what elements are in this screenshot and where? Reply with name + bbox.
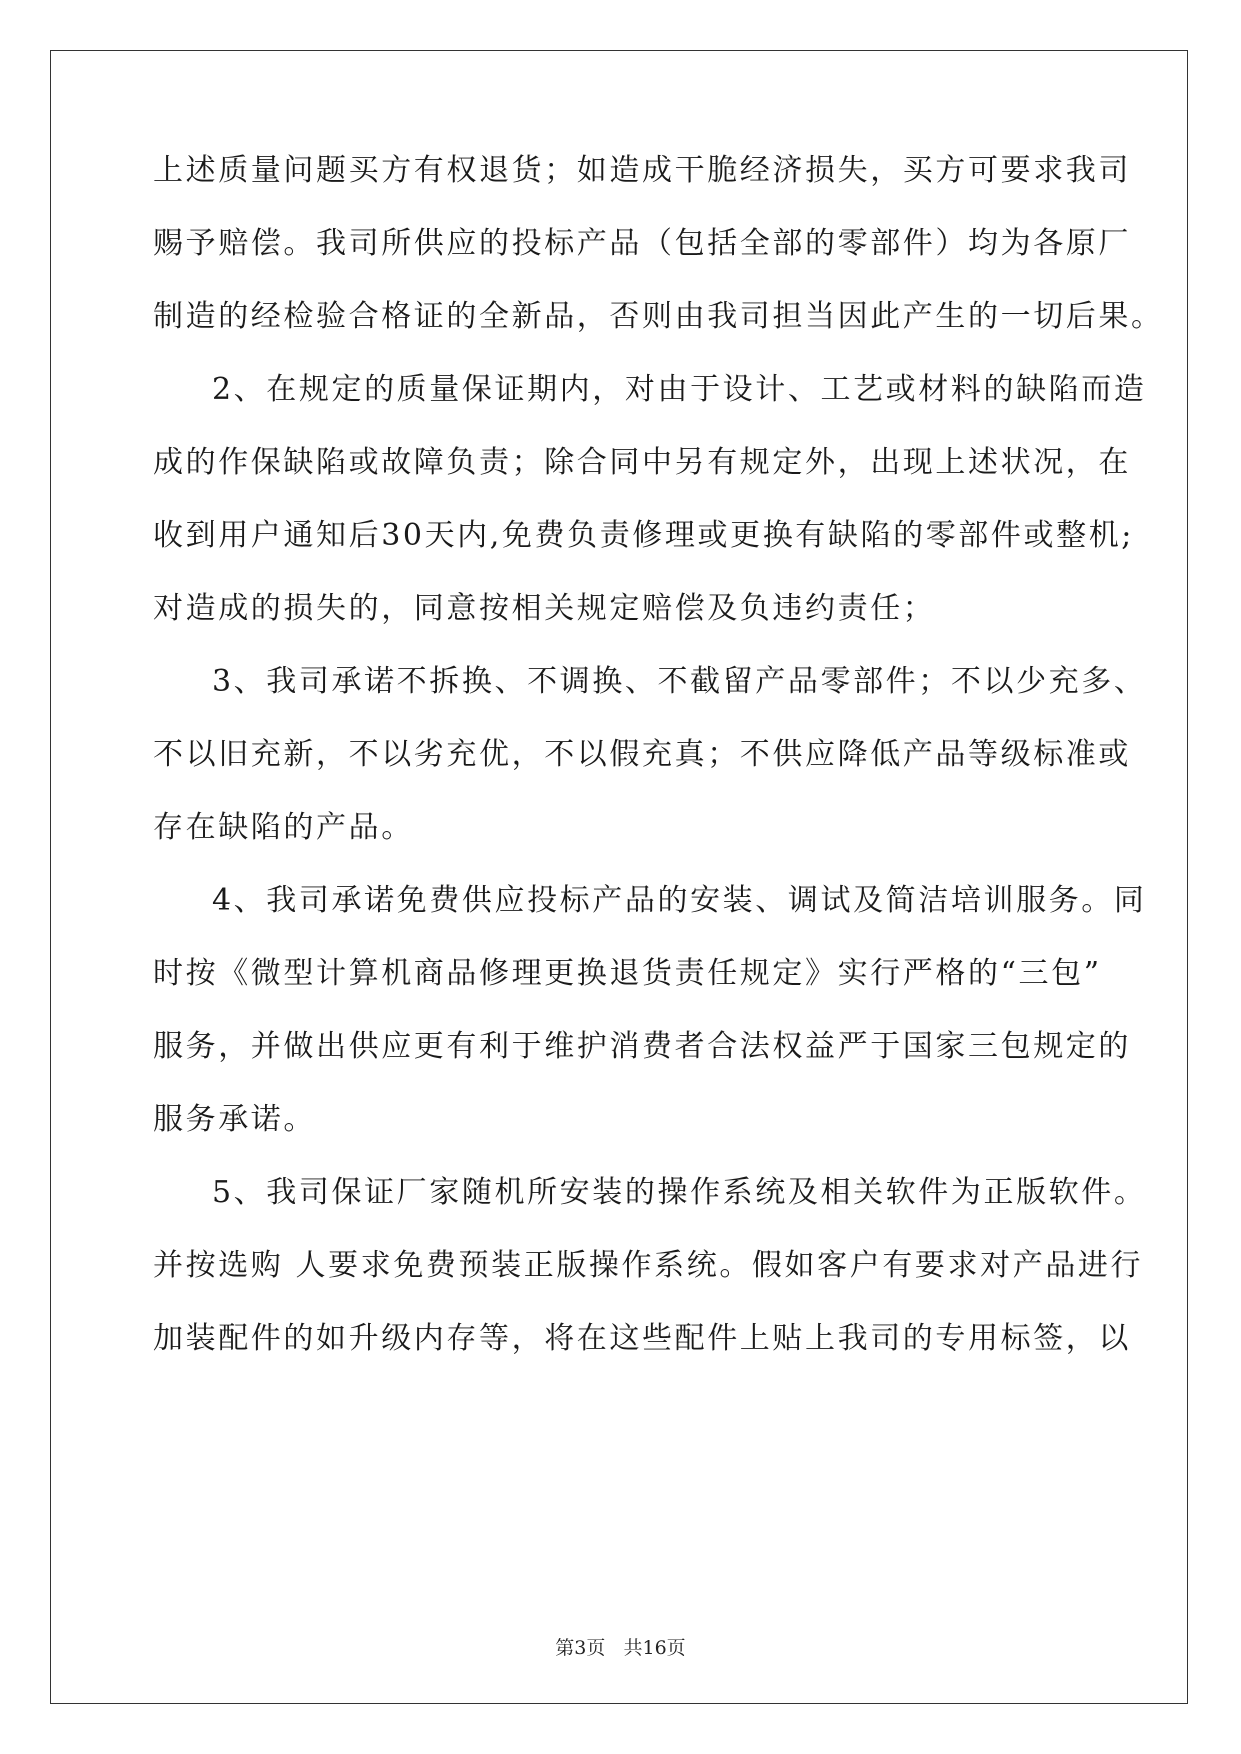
paragraph-1-line-3: 制造的经检验合格证的全新品，否则由我司担当因此产生的一切后果。 <box>153 299 1164 334</box>
paragraph-4-line-4: 服务承诺。 <box>153 1102 316 1137</box>
paragraph-4-line-1: 4、我司承诺免费供应投标产品的安装、调试及简洁培训服务。同 <box>212 883 1147 918</box>
paragraph-1-line-2: 赐予赔偿。我司所供应的投标产品（包括全部的零部件）均为各原厂 <box>153 226 1131 261</box>
paragraph-2-line-1: 2、在规定的质量保证期内，对由于设计、工艺或材料的缺陷而造 <box>212 372 1147 407</box>
paragraph-2-line-3: 收到用户通知后30天内,免费负责修理或更换有缺陷的零部件或整机; <box>153 518 1135 553</box>
page-number-footer: 第3页 共16页 <box>555 1637 686 1659</box>
paragraph-5-line-1: 5、我司保证厂家随机所安装的操作系统及相关软件为正版软件。 <box>212 1175 1147 1210</box>
paragraph-3-line-2: 不以旧充新，不以劣充优，不以假充真；不供应降低产品等级标准或 <box>153 737 1131 772</box>
paragraph-5-line-2: 并按选购 人要求免费预装正版操作系统。假如客户有要求对产品进行 <box>153 1248 1144 1283</box>
paragraph-4-line-3: 服务，并做出供应更有利于维护消费者合法权益严于国家三包规定的 <box>153 1029 1131 1064</box>
paragraph-2-line-4: 对造成的损失的，同意按相关规定赔偿及负违约责任； <box>153 591 936 626</box>
paragraph-1-line-1: 上述质量问题买方有权退货；如造成干脆经济损失，买方可要求我司 <box>153 153 1131 188</box>
paragraph-3-line-3: 存在缺陷的产品。 <box>153 810 414 845</box>
paragraph-4-line-2: 时按《微型计算机商品修理更换退货责任规定》实行严格的“三包” <box>153 956 1102 991</box>
paragraph-5-line-3: 加装配件的如升级内存等，将在这些配件上贴上我司的专用标签，以 <box>153 1321 1131 1356</box>
paragraph-3-line-1: 3、我司承诺不拆换、不调换、不截留产品零部件；不以少充多、 <box>212 664 1147 699</box>
paragraph-2-line-2: 成的作保缺陷或故障负责；除合同中另有规定外，出现上述状况，在 <box>153 445 1131 480</box>
